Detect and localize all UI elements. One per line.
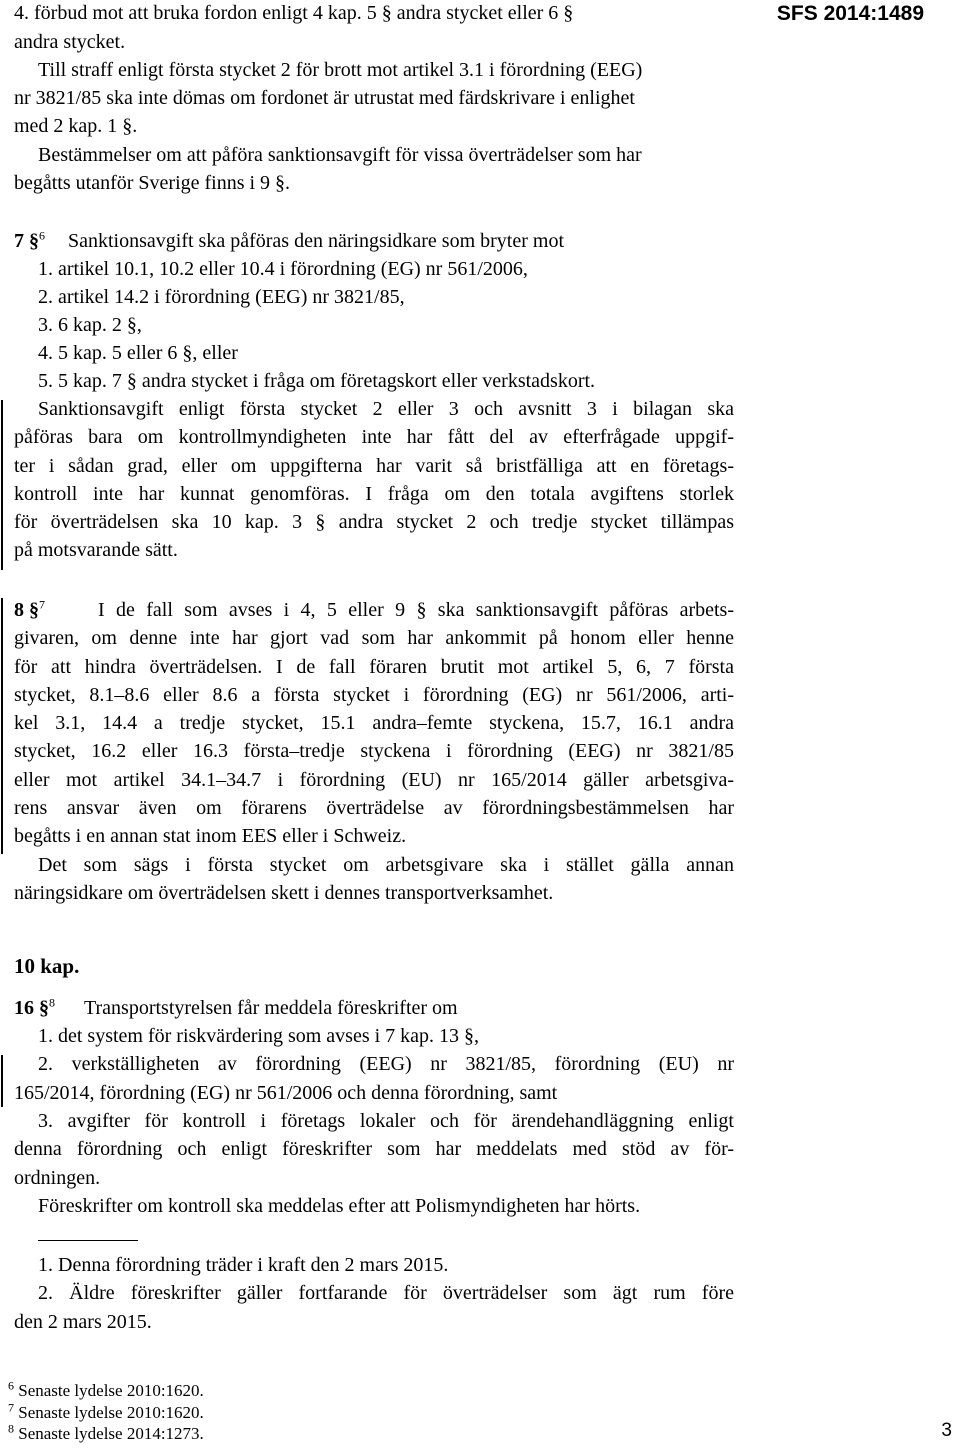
section-number: 8 § (14, 599, 39, 621)
section-number: 7 § (14, 230, 39, 252)
footnote-ref: 6 (39, 228, 45, 243)
footnote-text: Senaste lydelse 2010:1620. (18, 1403, 204, 1422)
list-item: 2. verkställigheten av förordning (EEG) nr 3821/85, förordning (EU) nr (38, 1053, 734, 1075)
text-line: rens ansvar även om förarens överträdelse av förordningsbestämmelsen har (14, 797, 734, 819)
text-line: kel 3.1, 14.4 a tredje stycket, 15.1 andra–femte styckena, 15.7, 16.1 andra (14, 712, 734, 734)
text-line: med 2 kap. 1 §. (14, 115, 138, 137)
footnote-mark: 7 (8, 1400, 14, 1415)
text-line: I de fall som avses i 4, 5 eller 9 § ska sanktionsavgift påföras arbets- (98, 599, 734, 621)
text-line: för överträdelsen ska 10 kap. 3 § andra stycket 2 och tredje stycket tillämpas (14, 511, 734, 533)
text-line: 4. förbud mot att bruka fordon enligt 4 kap. 5 § andra stycket eller 6 § (14, 2, 574, 24)
transitional-item: 2. Äldre föreskrifter gäller fortfarande för överträdelser som ägt rum före (38, 1282, 734, 1304)
text-line: näringsidkare om överträdelsen skett i dennes transportverksamhet. (14, 882, 554, 904)
list-item: 3. avgifter för kontroll i företags lokaler och för ärendehandläggning enligt (38, 1110, 734, 1132)
list-item: 5. 5 kap. 7 § andra stycket i fråga om företagskort eller verkstadskort. (38, 370, 596, 392)
text-line: 165/2014, förordning (EG) nr 561/2006 och denna förordning, samt (14, 1082, 558, 1104)
text-line: eller mot artikel 34.1–34.7 i förordning (EU) nr 165/2014 gäller arbetsgiva- (14, 769, 734, 791)
text-line: begåtts i en annan stat inom EES eller i Schweiz. (14, 825, 407, 847)
transitional-item: 1. Denna förordning träder i kraft den 2 mars 2015. (38, 1254, 449, 1276)
text-line: Bestämmelser om att påföra sanktionsavgift för vissa överträdelser som har (38, 144, 642, 166)
text-line: Till straff enligt första stycket 2 för brott mot artikel 3.1 i förordning (EEG) (38, 59, 643, 81)
text-line: ordningen. (14, 1167, 101, 1189)
footnote-ref: 8 (49, 995, 55, 1010)
footnote-mark: 8 (8, 1421, 14, 1436)
list-item: 3. 6 kap. 2 §, (38, 314, 142, 336)
sfs-number: SFS 2014:1489 (776, 2, 924, 25)
list-item: 1. det system för riskvärdering som avses i 7 kap. 13 §, (38, 1025, 480, 1047)
text-line: stycket, 8.1–8.6 eller 8.6 a första stycket i förordning (EG) nr 561/2006, arti- (14, 684, 734, 706)
chapter-title: 10 kap. (14, 954, 80, 978)
text-line: den 2 mars 2015. (14, 1311, 152, 1333)
text-line: nr 3821/85 ska inte dömas om fordonet är utrustat med färdskrivare i enlighet (14, 87, 635, 109)
footnote (8, 1400, 204, 1423)
divider (38, 1240, 138, 1241)
list-item: 4. 5 kap. 5 eller 6 §, eller (38, 342, 238, 364)
text-line: för att hindra överträdelsen. I de fall föraren brutit mot artikel 5, 6, 7 första (14, 656, 734, 678)
text-line: Föreskrifter om kontroll ska meddelas efter att Polismyndigheten har hörts. (38, 1195, 641, 1217)
text-line: Sanktionsavgift enligt första stycket 2 eller 3 och avsnitt 3 i bilagan ska (38, 398, 734, 420)
text-line: stycket, 16.2 eller 16.3 första–tredje styckena i förordning (EEG) nr 3821/85 (14, 740, 734, 762)
list-item: 2. artikel 14.2 i förordning (EEG) nr 3821/85, (38, 286, 405, 308)
section-16-heading (14, 995, 55, 1021)
text-line: givaren, om denne inte har gjort vad som har ankommit på honom eller henne (14, 627, 734, 649)
text-line: på motsvarande sätt. (14, 539, 178, 561)
section-7-intro: Sanktionsavgift ska påföras den näringsidkare som bryter mot (68, 230, 564, 252)
section-16-intro: Transportstyrelsen får meddela föreskrifter om (84, 997, 458, 1019)
text-line: Det som sägs i första stycket om arbetsgivare ska i stället gälla annan (38, 854, 734, 876)
text-line: kontroll inte har kunnat genomföras. I fråga om den totala avgiftens storlek (14, 483, 734, 505)
section-7-heading (14, 228, 45, 254)
footnote-mark: 6 (8, 1378, 14, 1393)
text-line: denna förordning och enligt föreskrifter som har meddelats med stöd av för- (14, 1138, 734, 1160)
change-bar (1, 400, 3, 570)
footnote-ref: 7 (39, 597, 45, 612)
text-line: andra stycket. (14, 31, 126, 53)
page-number: 3 (941, 1420, 952, 1441)
footnote-text: Senaste lydelse 2014:1273. (18, 1424, 204, 1443)
text-line: ter i sådan grad, eller om uppgifterna har varit så bristfälliga att en företags- (14, 455, 734, 477)
footnote (8, 1378, 204, 1401)
text-line: påföras bara om kontrollmyndigheten inte har fått del av efterfrågade uppgif- (14, 426, 734, 448)
section-number: 16 § (14, 997, 49, 1019)
text-line: begåtts utanför Sverige finns i 9 §. (14, 172, 291, 194)
footnote-text: Senaste lydelse 2010:1620. (18, 1381, 204, 1400)
change-bar (1, 1055, 3, 1107)
list-item: 1. artikel 10.1, 10.2 eller 10.4 i förordning (EG) nr 561/2006, (38, 258, 528, 280)
section-8-heading (14, 597, 45, 623)
change-bar (1, 598, 3, 854)
footnote (8, 1421, 204, 1444)
